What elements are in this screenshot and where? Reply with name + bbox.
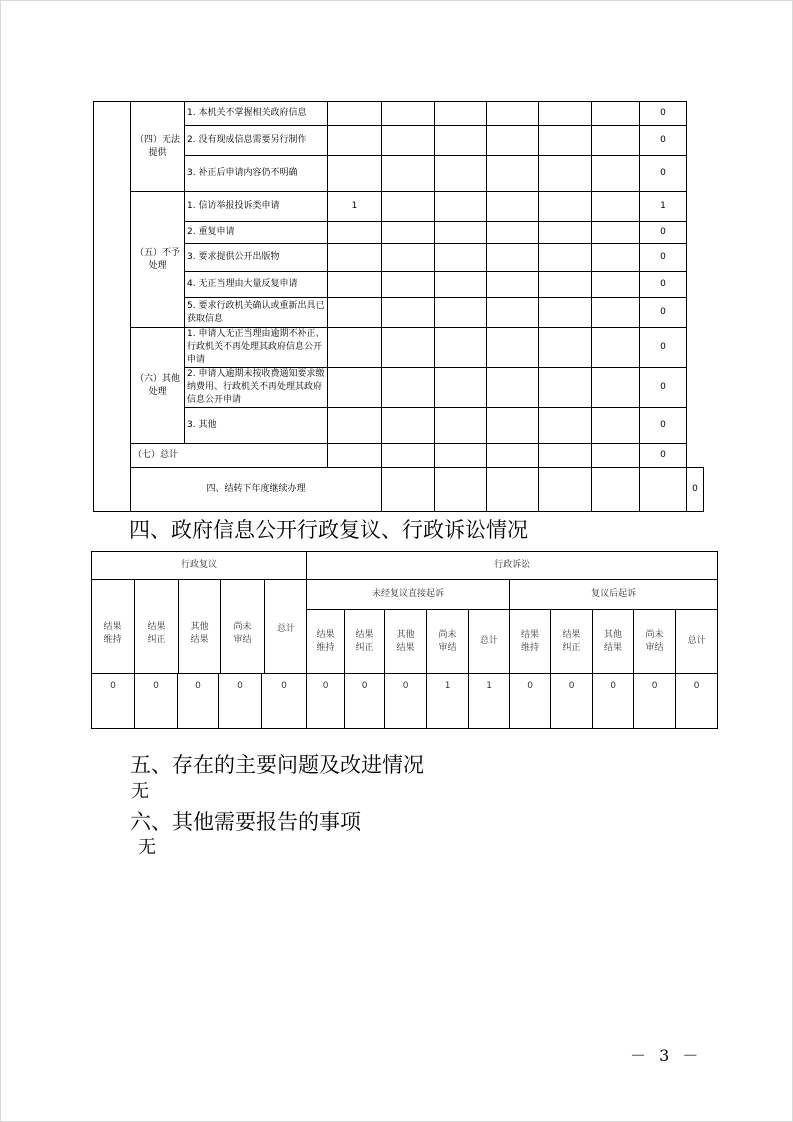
values-row [92, 674, 718, 729]
review-col-header: 结果维持 [103, 622, 122, 645]
value-cell: 0 [634, 674, 676, 729]
cell [328, 156, 382, 192]
row-total: 0 [640, 156, 687, 192]
table-row [94, 328, 704, 368]
cell [328, 244, 382, 272]
col-header: 尚未审结 [427, 610, 469, 674]
value-cell: 0 [385, 674, 427, 729]
cell [328, 222, 382, 244]
col-header: 其他结果 [385, 610, 427, 674]
row-label: 3. 其他 [185, 408, 328, 444]
value-cell: 0 [307, 674, 345, 729]
row-total: 0 [640, 126, 687, 156]
row-total: 0 [640, 102, 687, 126]
table-row [94, 272, 704, 298]
row-total: 0 [640, 244, 687, 272]
row-total: 0 [640, 298, 687, 328]
section6-body: 无 [138, 837, 156, 858]
row-label: 4. 无正当理由大量反复申请 [185, 272, 328, 298]
direct-suit-header: 未经复议直接起诉 [307, 580, 510, 610]
table-row [94, 368, 704, 408]
table-row [94, 244, 704, 272]
review-col-header: 其他结果 [190, 622, 209, 645]
row-label: 1. 信访举报投诉类申请 [185, 192, 328, 222]
col-header: 结果维持 [307, 610, 345, 674]
row-label: 3. 补正后申请内容仍不明确 [185, 156, 328, 192]
col-header: 结果维持 [510, 610, 551, 674]
table-row [94, 298, 704, 328]
section5-title: 五、存在的主要问题及改进情况 [130, 753, 424, 777]
row-total: 0 [640, 222, 687, 244]
row-total: 0 [640, 272, 687, 298]
cell: 1 [328, 192, 382, 222]
table-row [94, 408, 704, 444]
table-row [94, 102, 704, 126]
cell [328, 368, 382, 408]
col-header: 结果纠正 [551, 610, 593, 674]
col-header: 总计 [676, 610, 718, 674]
section4-title: 四、政府信息公开行政复议、行政诉讼情况 [129, 518, 528, 542]
row-label: 5. 要求行政机关确认或重新出具已获取信息 [185, 298, 328, 328]
row-total: 0 [687, 468, 704, 512]
group-label-not-handled: （五）不予处理 [131, 192, 185, 328]
row-label: 2. 没有现成信息需要另行制作 [185, 126, 328, 156]
col-header: 总计 [469, 610, 510, 674]
row-total: 1 [640, 192, 687, 222]
review-header: 行政复议 [92, 552, 307, 580]
carry-over-label: 四、结转下年度继续办理 [131, 468, 382, 512]
row-label: 1. 本机关不掌握相关政府信息 [185, 102, 328, 126]
row-total: 0 [640, 408, 687, 444]
value-cell: 0 [551, 674, 593, 729]
table-row [94, 468, 704, 512]
litigation-header: 行政诉讼 [307, 552, 718, 580]
cell [328, 272, 382, 298]
value-cell: 1 [469, 674, 510, 729]
col-header: 尚未审结 [634, 610, 676, 674]
review-col-header: 结果纠正 [147, 622, 166, 645]
row-label: 2. 重复申请 [185, 222, 328, 244]
section6-title: 六、其他需要报告的事项 [130, 810, 361, 834]
cell [328, 328, 382, 368]
section5-body: 无 [131, 781, 149, 802]
table-row [94, 156, 704, 192]
table-row [94, 192, 704, 222]
value-cell: 0 [262, 674, 307, 729]
row-total: 0 [640, 368, 687, 408]
col-header: 结果纠正 [345, 610, 385, 674]
value-cell: 0 [92, 674, 135, 729]
row-label: 1. 申请人无正当理由逾期不补正、行政机关不再处理其政府信息公开申请 [185, 328, 328, 368]
after-review-header: 复议后起诉 [510, 580, 718, 610]
table-row [94, 126, 704, 156]
value-cell: 1 [427, 674, 469, 729]
row-total: 0 [640, 444, 687, 468]
review-col-header: 总计 [276, 623, 295, 634]
value-cell: 0 [676, 674, 718, 729]
value-cell: 0 [135, 674, 178, 729]
cell [328, 126, 382, 156]
cell [328, 298, 382, 328]
table-row [94, 222, 704, 244]
cell [328, 102, 382, 126]
value-cell: 0 [510, 674, 551, 729]
group-label-cannot-provide: （四）无法提供 [131, 102, 185, 192]
col-header: 其他结果 [593, 610, 634, 674]
review-column-headers [91, 580, 307, 674]
cell [328, 408, 382, 444]
table-row [94, 444, 704, 468]
left-margin-cell [94, 102, 131, 512]
row-label: 2. 申请人逾期未按收费通知要求缴纳费用、行政机关不再处理其政府信息公开申请 [185, 368, 328, 408]
group-label-other-handling: （六）其他处理 [131, 328, 185, 444]
application-handling-table [93, 101, 704, 512]
total-label: （七）总计 [131, 444, 328, 468]
value-cell: 0 [593, 674, 634, 729]
row-label: 3. 要求提供公开出版物 [185, 244, 328, 272]
row-total: 0 [640, 328, 687, 368]
value-cell: 0 [219, 674, 262, 729]
value-cell: 0 [178, 674, 219, 729]
value-cell: 0 [345, 674, 385, 729]
page-number: － 3 － [630, 1046, 703, 1065]
review-col-header: 尚未审结 [233, 622, 252, 645]
